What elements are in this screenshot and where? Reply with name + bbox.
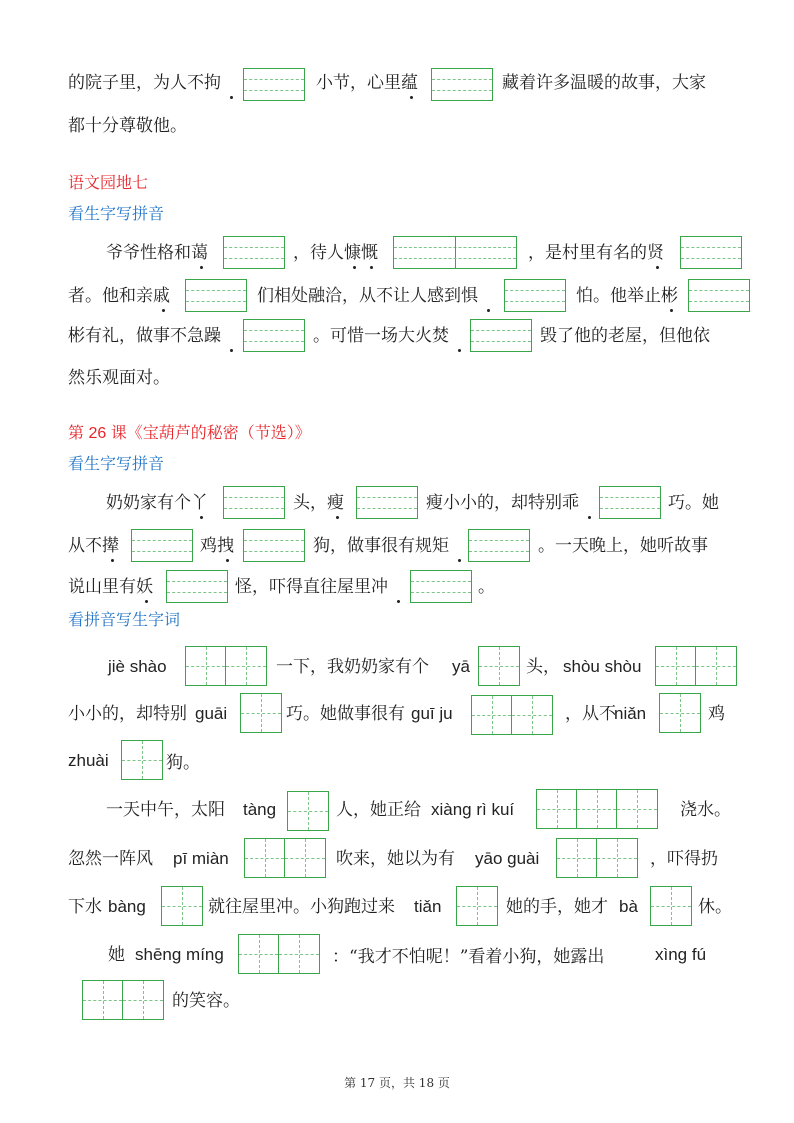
- pinyin-prompt: bà: [619, 897, 638, 916]
- text: 浇水。: [680, 800, 731, 820]
- pinyin-box[interactable]: [185, 279, 247, 312]
- char-grid[interactable]: [185, 646, 267, 686]
- char-grid[interactable]: [478, 646, 520, 686]
- pinyin-box[interactable]: [688, 279, 750, 312]
- text: 爷爷性格和蔼: [106, 242, 208, 264]
- pinyin-box[interactable]: [223, 236, 285, 269]
- pinyin-box[interactable]: [470, 319, 532, 352]
- char-grid[interactable]: [244, 838, 326, 878]
- char-grid[interactable]: [536, 789, 658, 829]
- text: 从不撵: [68, 535, 119, 557]
- text: 一下，我奶奶家有个: [276, 657, 429, 677]
- pinyin-prompt: yā: [452, 657, 470, 676]
- text: 鸡拽: [200, 535, 234, 557]
- text: 人，她正给: [336, 800, 421, 820]
- text: 忽然一阵风: [68, 849, 153, 869]
- text: 休。: [698, 897, 732, 917]
- pinyin-prompt: xiàng rì kuí: [431, 800, 515, 819]
- section-subtitle: 看生字写拼音: [68, 456, 165, 473]
- pinyin-box[interactable]: [131, 529, 193, 562]
- text: 头，瘦: [293, 492, 344, 514]
- text: 毁了他的老屋，但他依: [540, 326, 710, 346]
- text: 下水: [68, 897, 102, 917]
- text: 们相处融洽，从不让人感到惧: [257, 285, 478, 307]
- text: 吹来，她以为有: [336, 849, 455, 869]
- text: ，吓得扔: [650, 849, 718, 869]
- pinyin-prompt: yāo guài: [475, 849, 540, 868]
- text: 鸡: [708, 704, 725, 724]
- char-grid[interactable]: [556, 838, 638, 878]
- pinyin-prompt: shòu shòu: [563, 657, 642, 676]
- text: 狗，做事很有规矩: [313, 535, 449, 557]
- text: 一天中午，太阳: [106, 800, 225, 820]
- text: 她的手，她才: [506, 897, 608, 917]
- char-grid[interactable]: [82, 980, 164, 1020]
- char-grid[interactable]: [240, 693, 282, 733]
- text: 她: [108, 945, 125, 965]
- pinyin-prompt: guāi: [195, 704, 228, 723]
- text: 然乐观面对。: [68, 368, 170, 388]
- text: 藏着许多温暖的故事，大家: [502, 73, 706, 93]
- text: 。一天晚上，她听故事: [538, 536, 708, 556]
- char-grid[interactable]: [650, 886, 692, 926]
- text: ，是村里有名的贤: [528, 242, 664, 264]
- pinyin-prompt: shēng míng: [135, 945, 224, 964]
- text: 彬有礼，做事不急躁: [68, 325, 221, 347]
- text: 瘦小小的，却特别乖: [426, 492, 579, 514]
- text: 小小的，却特别: [68, 704, 187, 724]
- text: 奶奶家有个丫: [106, 492, 208, 514]
- pinyin-box[interactable]: [223, 486, 285, 519]
- text: 的笑容。: [172, 991, 240, 1011]
- pinyin-prompt: niǎn: [614, 704, 647, 723]
- text: 就往屋里冲。小狗跑过来: [208, 897, 395, 917]
- pinyin-box[interactable]: [243, 529, 305, 562]
- char-grid[interactable]: [456, 886, 498, 926]
- text: ：“我才不怕呢！”看着小狗，她露出: [332, 947, 605, 967]
- pinyin-prompt: jiè shào: [108, 657, 167, 676]
- pinyin-prompt: pī miàn: [173, 849, 229, 868]
- text: 头，: [526, 657, 560, 677]
- text: 都十分尊敬他。: [68, 116, 187, 136]
- pinyin-box[interactable]: [504, 279, 566, 312]
- pinyin-box[interactable]: [680, 236, 742, 269]
- lesson-title: 第 26 课《宝葫芦的秘密（节选）》: [68, 425, 311, 442]
- text: 说山里有妖: [68, 576, 153, 598]
- text: 怪，吓得直往屋里冲: [235, 576, 388, 598]
- char-grid[interactable]: [238, 934, 320, 974]
- text: 狗。: [166, 753, 200, 773]
- char-grid[interactable]: [161, 886, 203, 926]
- pinyin-box[interactable]: [410, 570, 472, 603]
- char-grid[interactable]: [471, 695, 553, 735]
- char-grid[interactable]: [659, 693, 701, 733]
- text: 巧。她: [668, 493, 719, 513]
- text: ，从不: [565, 704, 616, 724]
- pinyin-prompt: tàng: [243, 800, 277, 819]
- pinyin-box[interactable]: [599, 486, 661, 519]
- pinyin-prompt: guī ju: [411, 704, 453, 723]
- pinyin-prompt: bàng: [108, 897, 146, 916]
- char-grid[interactable]: [655, 646, 737, 686]
- pinyin-prompt: zhuài: [68, 751, 109, 770]
- section-subtitle: 看拼音写生字词: [68, 612, 181, 629]
- text: 巧。她做事很有: [286, 704, 405, 724]
- text: 。: [478, 577, 495, 597]
- pinyin-box[interactable]: [356, 486, 418, 519]
- page-footer: 第 17 页，共 18 页: [344, 1076, 450, 1090]
- section-title: 语文园地七: [68, 175, 149, 192]
- text: 的院子里，为人不拘: [68, 72, 221, 94]
- pinyin-box[interactable]: [468, 529, 530, 562]
- text: 者。他和亲戚: [68, 285, 170, 307]
- text: 。可惜一场大火焚: [313, 325, 449, 347]
- pinyin-box[interactable]: [166, 570, 228, 603]
- char-grid[interactable]: [121, 740, 163, 780]
- pinyin-prompt: xìng fú: [655, 945, 707, 964]
- text: ，待人慷慨: [293, 242, 378, 264]
- pinyin-box[interactable]: [243, 319, 305, 352]
- pinyin-box[interactable]: [393, 236, 517, 269]
- text: 小节，心里蕴: [316, 72, 418, 94]
- text: 怕。他举止彬: [576, 285, 678, 307]
- pinyin-box[interactable]: [243, 68, 305, 101]
- section-subtitle: 看生字写拼音: [68, 206, 165, 223]
- char-grid[interactable]: [287, 791, 329, 831]
- pinyin-box[interactable]: [431, 68, 493, 101]
- pinyin-prompt: tiǎn: [414, 897, 442, 916]
